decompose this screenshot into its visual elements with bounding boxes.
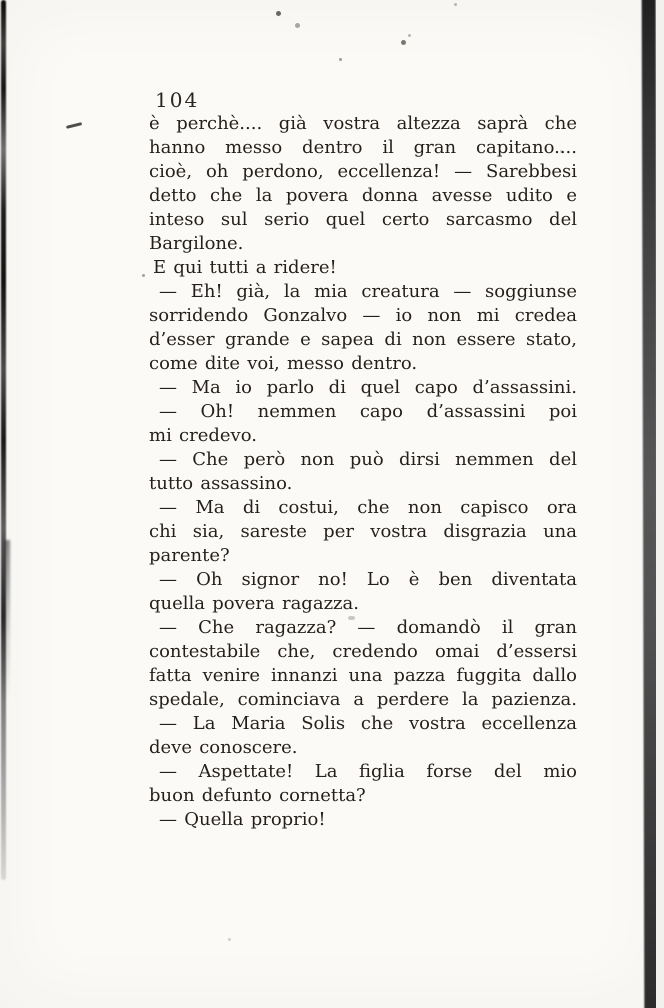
book-gutter-shadow	[1, 0, 6, 880]
noise-speck	[454, 3, 457, 6]
scan-right-margin	[656, 0, 664, 1008]
text-line: — Ma di costui, che non capisco ora	[159, 497, 577, 518]
text-line: — Eh! già, la mia creatura — soggiunse	[159, 281, 577, 302]
text-line: tutto assassino.	[149, 473, 293, 494]
noise-speck	[276, 11, 281, 16]
book-gutter-fray	[4, 540, 10, 700]
text-line: parente?	[149, 545, 230, 566]
noise-speck	[401, 40, 406, 45]
text-line: — Che però non può dirsi nemmen del	[159, 449, 577, 470]
margin-pencil-mark	[66, 122, 82, 128]
text-line: hanno messo dentro il gran capitano....	[149, 137, 577, 158]
noise-speck	[339, 58, 342, 61]
text-line: chi sia, sareste per vostra disgrazia una	[149, 521, 577, 542]
noise-speck	[295, 23, 300, 28]
text-line: E qui tutti a ridere!	[153, 257, 337, 278]
noise-speck	[228, 938, 231, 941]
text-line: contestabile che, credendo omai d’essersi	[149, 641, 577, 662]
text-line: d’esser grande e sapea di non essere stato,	[149, 329, 577, 350]
text-line: mi credevo.	[149, 425, 257, 446]
text-line: Bargilone.	[149, 233, 244, 254]
noise-speck	[142, 274, 145, 277]
text-line: deve conoscere.	[149, 737, 298, 758]
text-line: è perchè.... già vostra altezza saprà che	[149, 113, 577, 134]
text-line: fatta venire innanzi una pazza fuggita dallo	[149, 665, 577, 686]
text-line: detto che la povera donna avesse udito e	[149, 185, 577, 206]
text-line: — Aspettate! La figlia forse del mio	[159, 761, 577, 782]
text-line: — Quella proprio!	[159, 809, 326, 830]
body-text	[149, 112, 577, 832]
text-line: — Che ragazza? — domandò il gran	[159, 617, 577, 638]
text-line: — Ma io parlo di quel capo d’assassini.	[159, 377, 577, 398]
page-number: 104	[155, 88, 200, 112]
text-line: come dite voi, messo dentro.	[149, 353, 418, 374]
text-line: sorridendo Gonzalvo — io non mi credea	[149, 305, 577, 326]
text-line: spedale, cominciava a perdere la pazienza.	[149, 689, 577, 710]
text-line: cioè, oh perdono, eccellenza! — Sarebbesi	[149, 161, 577, 182]
noise-speck	[408, 34, 411, 37]
text-line: — Oh signor no! Lo è ben diventata	[159, 569, 577, 590]
text-line: quella povera ragazza.	[149, 593, 359, 614]
text-line: — Oh! nemmen capo d’assassini poi	[159, 401, 577, 422]
text-line: — La Maria Solis che vostra eccellenza	[159, 713, 577, 734]
text-line: inteso sul serio quel certo sarcasmo del	[149, 209, 577, 230]
text-line: buon defunto cornetta?	[149, 785, 366, 806]
